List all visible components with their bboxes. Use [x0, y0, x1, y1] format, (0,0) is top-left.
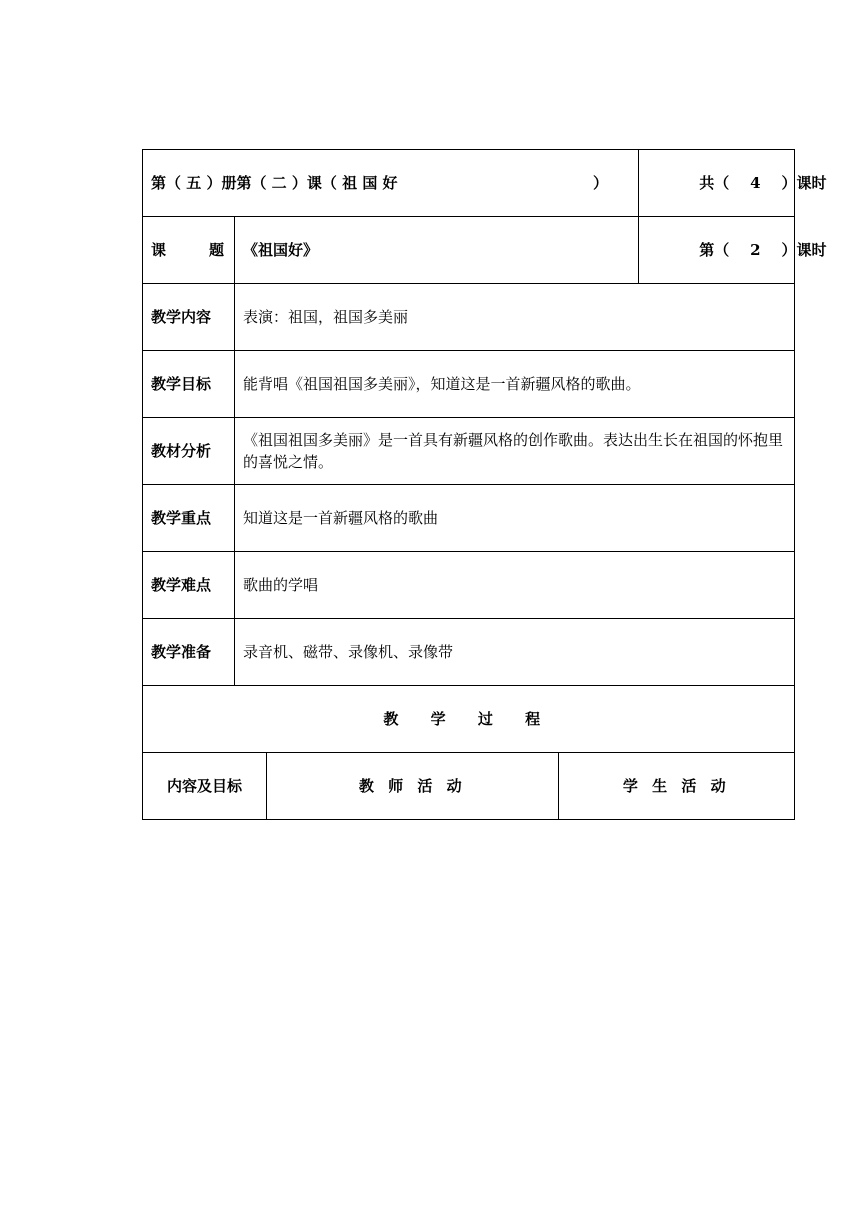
row-value: 歌曲的学唱: [235, 552, 795, 619]
process-title: [143, 686, 795, 753]
row-key-point: [143, 485, 795, 552]
topic-label-left: 课: [151, 241, 167, 259]
row-value: 知道这是一首新疆风格的歌曲: [235, 485, 795, 552]
row-difficulty: [143, 552, 795, 619]
book-lesson-close: ）: [593, 174, 609, 192]
row-value: 《祖国祖国多美丽》是一首具有新疆风格的创作歌曲。表达出生长在祖国的怀抱里的喜悦之情。: [235, 418, 795, 485]
process-header-row: [143, 753, 795, 820]
book-lesson-cell: [143, 150, 639, 217]
topic-label-right: 题: [208, 241, 224, 259]
row-objective: [143, 351, 795, 418]
topic-hour-cell: [639, 217, 827, 284]
row-label: 教材分析: [143, 418, 235, 485]
col-content-header: 内容及目标: [143, 753, 267, 820]
row-label: 教学难点: [143, 552, 235, 619]
row-label: 教学准备: [143, 619, 235, 686]
row-label: 教学重点: [143, 485, 235, 552]
col-teacher-header: [267, 753, 559, 820]
col-student-text: 学 生 活 动: [622, 777, 731, 795]
topic-row: [143, 217, 795, 284]
topic-value: 《祖国好》: [243, 241, 319, 259]
col-teacher-text: 教 师 活 动: [358, 777, 467, 795]
row-value: 能背唱《祖国祖国多美丽》，知道这是一首新疆风格的歌曲。: [235, 351, 795, 418]
process-title-row: [143, 686, 795, 753]
row-content: [143, 284, 795, 351]
row-label: 教学内容: [143, 284, 235, 351]
total-hours-cell: [639, 150, 827, 217]
total-hours-text: 共（ 4 ）课时: [699, 174, 827, 192]
topic-value-cell: [235, 217, 639, 284]
row-analysis: [143, 418, 795, 485]
col-student-header: [559, 753, 795, 820]
process-title-text: 教 学 过 程: [383, 710, 554, 728]
book-lesson-text: 第（ 五 ）册第（ 二 ）课（ 祖 国 好: [151, 174, 398, 192]
row-value: 表演：祖国，祖国多美丽: [235, 284, 795, 351]
row-label: 教学目标: [143, 351, 235, 418]
row-preparation: [143, 619, 795, 686]
lesson-plan-table: [142, 149, 827, 820]
topic-hour-text: 第（ 2 ）课时: [699, 241, 827, 259]
row-value: 录音机、磁带、录像机、录像带: [235, 619, 795, 686]
topic-label-cell: [143, 217, 235, 284]
header-row: [143, 150, 795, 217]
